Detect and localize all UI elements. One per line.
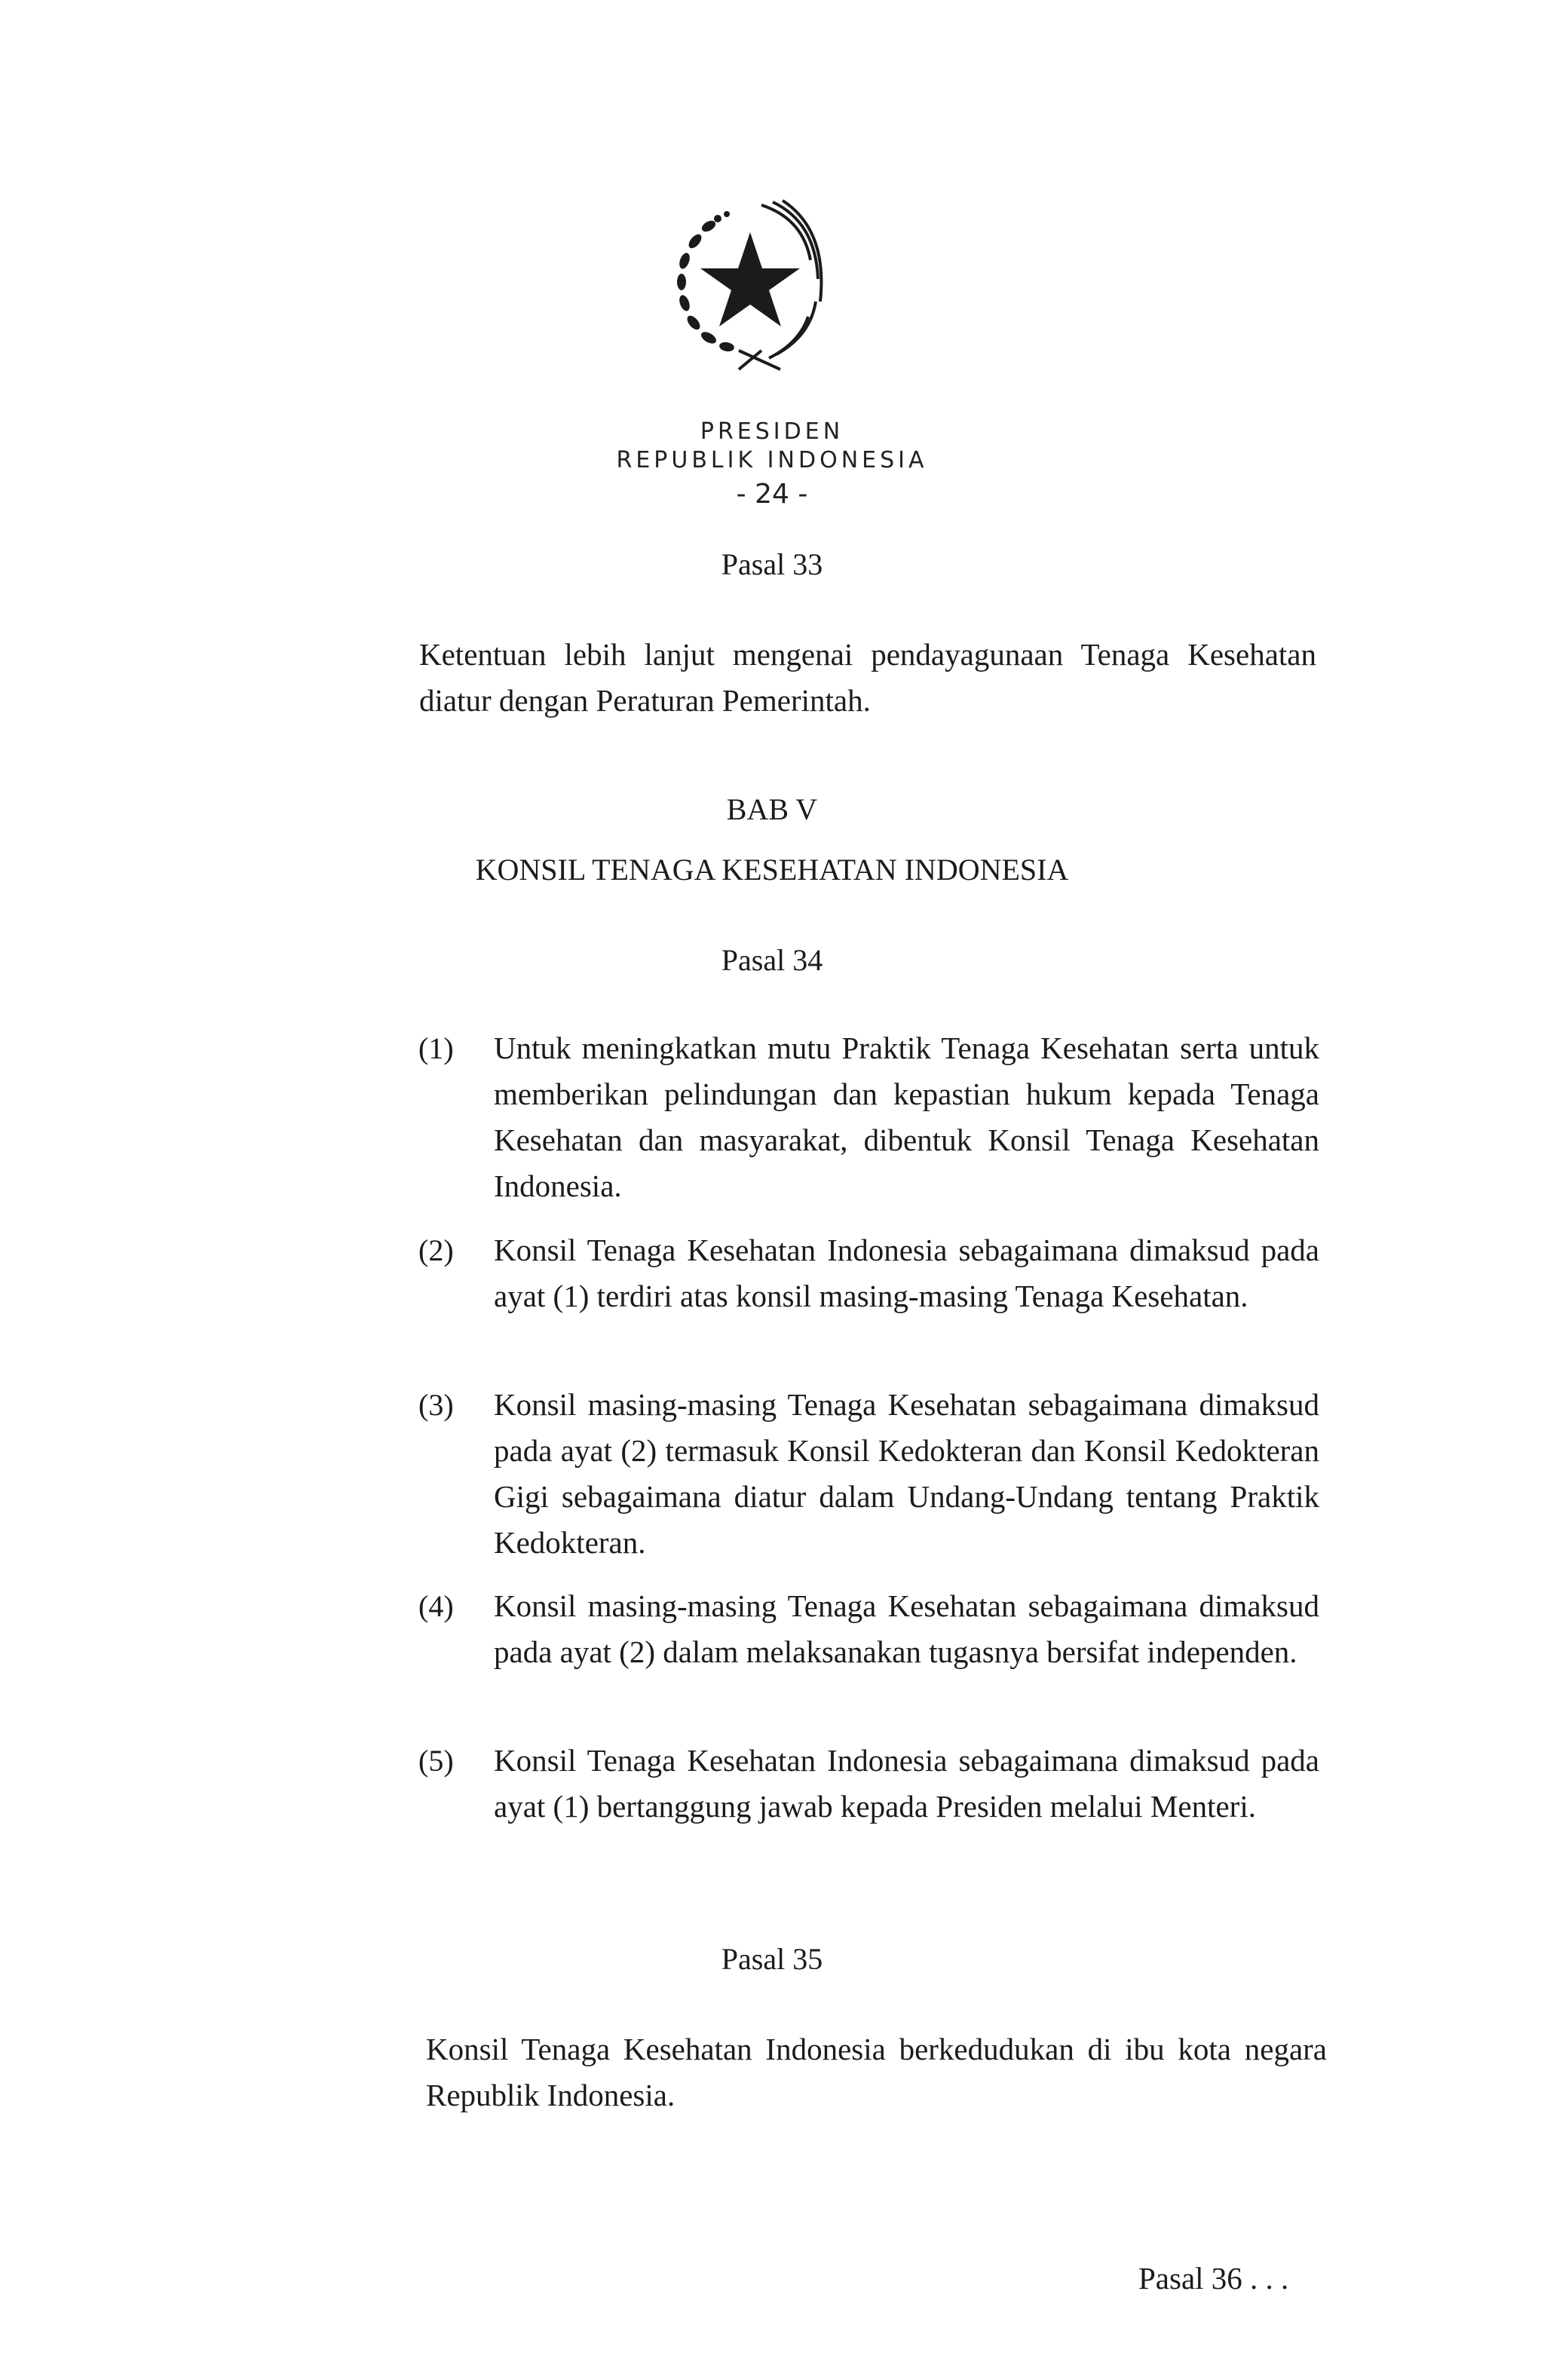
clause-number: (4) xyxy=(418,1589,454,1623)
clause-text: Konsil Tenaga Kesehatan Indonesia sebagaimana dimaksud pada ayat (1) terdiri atas konsil masing-masing Tenaga Kesehatan. xyxy=(494,1233,1319,1313)
header-presiden: PRESIDEN xyxy=(700,418,844,445)
presidential-seal-icon xyxy=(648,188,852,377)
clause-number: (1) xyxy=(418,1031,454,1065)
page-number: - 24 - xyxy=(736,479,808,510)
pasal-35-title: Pasal 35 xyxy=(721,1942,823,1976)
next-page-catchword: Pasal 36 . . . xyxy=(1138,2261,1289,2296)
clause-text: Konsil masing-masing Tenaga Kesehatan sebagaimana dimaksud pada ayat (2) termasuk Konsil Kedokteran dan Konsil Kedokteran Gigi sebagaimana diatur dalam Undang-Undang tentang Praktik Kedokteran. xyxy=(494,1387,1319,1560)
pasal-34-title: Pasal 34 xyxy=(721,943,823,977)
pasal-33-text: Ketentuan lebih lanjut mengenai pendayagunaan Tenaga Kesehatan diatur dengan Peraturan Pemerintah. xyxy=(419,637,1316,718)
clause-number: (5) xyxy=(418,1744,454,1778)
clause-number: (2) xyxy=(418,1233,454,1267)
clause-text: Konsil Tenaga Kesehatan Indonesia sebagaimana dimaksud pada ayat (1) bertanggung jawab kepada Presiden melalui Menteri. xyxy=(494,1743,1319,1824)
header-republik-indonesia: REPUBLIK INDONESIA xyxy=(616,447,928,473)
pasal-33-title: Pasal 33 xyxy=(721,547,823,581)
pasal-35-text: Konsil Tenaga Kesehatan Indonesia berkedudukan di ibu kota negara Republik Indonesia. xyxy=(426,2032,1327,2112)
bab-number: BAB V xyxy=(726,792,818,826)
bab-title: KONSIL TENAGA KESEHATAN INDONESIA xyxy=(475,853,1069,887)
clause-text: Konsil masing-masing Tenaga Kesehatan sebagaimana dimaksud pada ayat (2) dalam melaksanakan tugasnya bersifat independen. xyxy=(494,1588,1319,1669)
clause-text: Untuk meningkatkan mutu Praktik Tenaga Kesehatan serta untuk memberikan pelindungan dan kepastian hukum kepada Tenaga Kesehatan dan masyarakat, dibentuk Konsil Tenaga Kesehatan Indonesia. xyxy=(494,1031,1319,1203)
clause-number: (3) xyxy=(418,1388,454,1422)
